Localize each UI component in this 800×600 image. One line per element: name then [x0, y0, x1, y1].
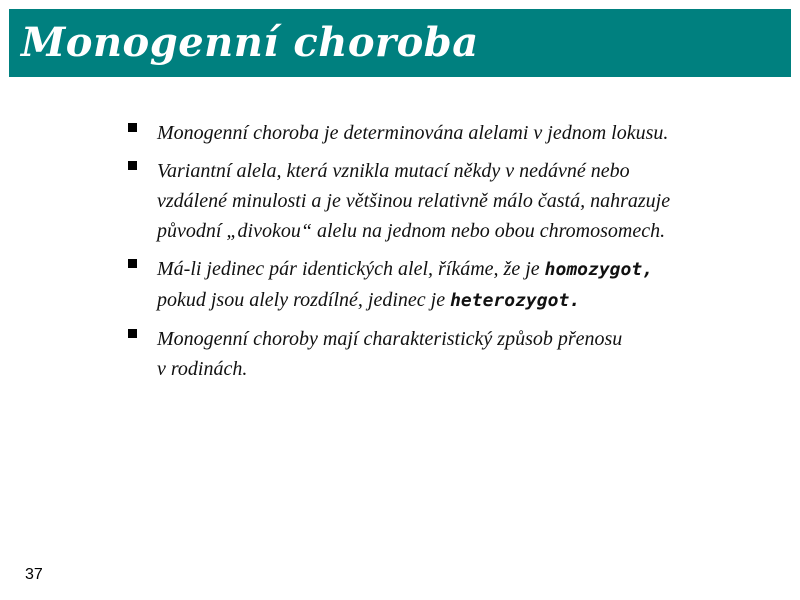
term-heterozygot: heterozygot.: [450, 290, 581, 311]
page-number: 37: [25, 566, 43, 583]
bullet-text: Má-li jedinec pár identických alel, říkáme, že je: [157, 258, 545, 280]
square-bullet-icon: [128, 161, 137, 170]
bullet-line: [157, 254, 768, 285]
bullet-item: [128, 254, 768, 316]
bullet-text: Monogenní choroba je determinována alelami v jednom lokusu.: [157, 122, 669, 144]
bullet-text: Variantní alela, která vznikla mutací někdy v nedávné nebo: [157, 160, 630, 182]
bullet-text: pokud jsou alely rozdílné, jedinec je: [157, 289, 451, 311]
bullet-list: [128, 118, 768, 392]
title-bar: [9, 9, 791, 77]
square-bullet-icon: [128, 329, 137, 338]
bullet-line: [157, 285, 768, 316]
bullet-item: [128, 156, 768, 246]
bullet-text: původní „divokou“ alelu na jednom nebo obou chromosomech.: [157, 220, 666, 242]
slide-title: Monogenní choroba: [21, 19, 479, 66]
square-bullet-icon: [128, 123, 137, 132]
square-bullet-icon: [128, 259, 137, 268]
bullet-item: [128, 118, 768, 148]
bullet-text: Monogenní choroby mají charakteristický způsob přenosu: [157, 328, 623, 350]
bullet-item: [128, 324, 768, 384]
bullet-text: v rodinách.: [157, 358, 248, 380]
bullet-text: vzdálené minulosti a je většinou relativně málo častá, nahrazuje: [157, 190, 671, 212]
term-homozygot: homozygot,: [544, 259, 654, 280]
